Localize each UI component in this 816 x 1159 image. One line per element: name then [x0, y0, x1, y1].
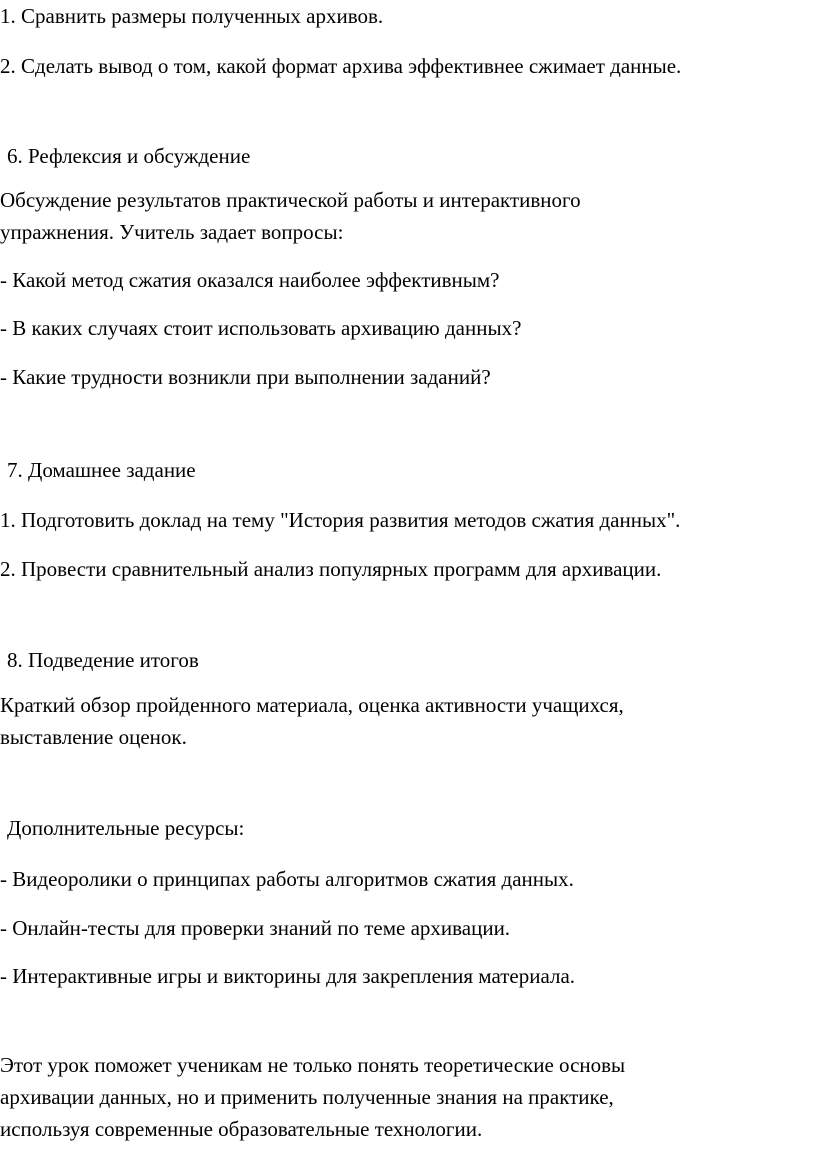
task-item-2: 2. Сделать вывод о том, какой формат архива эффективнее сжимает данные. [0, 54, 682, 78]
conclusion-line-2: архивации данных, но и применить полученные знания на практике, [0, 1085, 614, 1109]
section-heading-homework: 7. Домашнее задание [7, 458, 196, 482]
reflection-paragraph-line-1: Обсуждение результатов практической работы и интерактивного [0, 188, 581, 212]
resource-item-1: - Видеоролики о принципах работы алгоритмов сжатия данных. [0, 867, 574, 891]
summary-paragraph-line-2: выставление оценок. [0, 725, 187, 749]
section-heading-reflection: 6. Рефлексия и обсуждение [7, 144, 251, 168]
conclusion-line-1: Этот урок поможет ученикам не только понять теоретические основы [0, 1053, 626, 1077]
resources-heading: Дополнительные ресурсы: [7, 816, 245, 840]
section-heading-summary: 8. Подведение итогов [7, 648, 199, 672]
reflection-paragraph-line-2: упражнения. Учитель задает вопросы: [0, 220, 344, 244]
question-item-3: - Какие трудности возникли при выполнении заданий? [0, 365, 491, 389]
question-item-2: - В каких случаях стоит использовать архивацию данных? [0, 316, 522, 340]
homework-item-1: 1. Подготовить доклад на тему "История развития методов сжатия данных". [0, 508, 681, 532]
resource-item-2: - Онлайн-тесты для проверки знаний по теме архивации. [0, 916, 511, 940]
task-item-1: 1. Сравнить размеры полученных архивов. [0, 4, 384, 28]
question-item-1: - Какой метод сжатия оказался наиболее эффективным? [0, 268, 500, 292]
summary-paragraph-line-1: Краткий обзор пройденного материала, оценка активности учащихся, [0, 693, 624, 717]
conclusion-line-3: используя современные образовательные технологии. [0, 1117, 483, 1141]
homework-item-2: 2. Провести сравнительный анализ популярных программ для архивации. [0, 557, 662, 581]
resource-item-3: - Интерактивные игры и викторины для закрепления материала. [0, 964, 576, 988]
